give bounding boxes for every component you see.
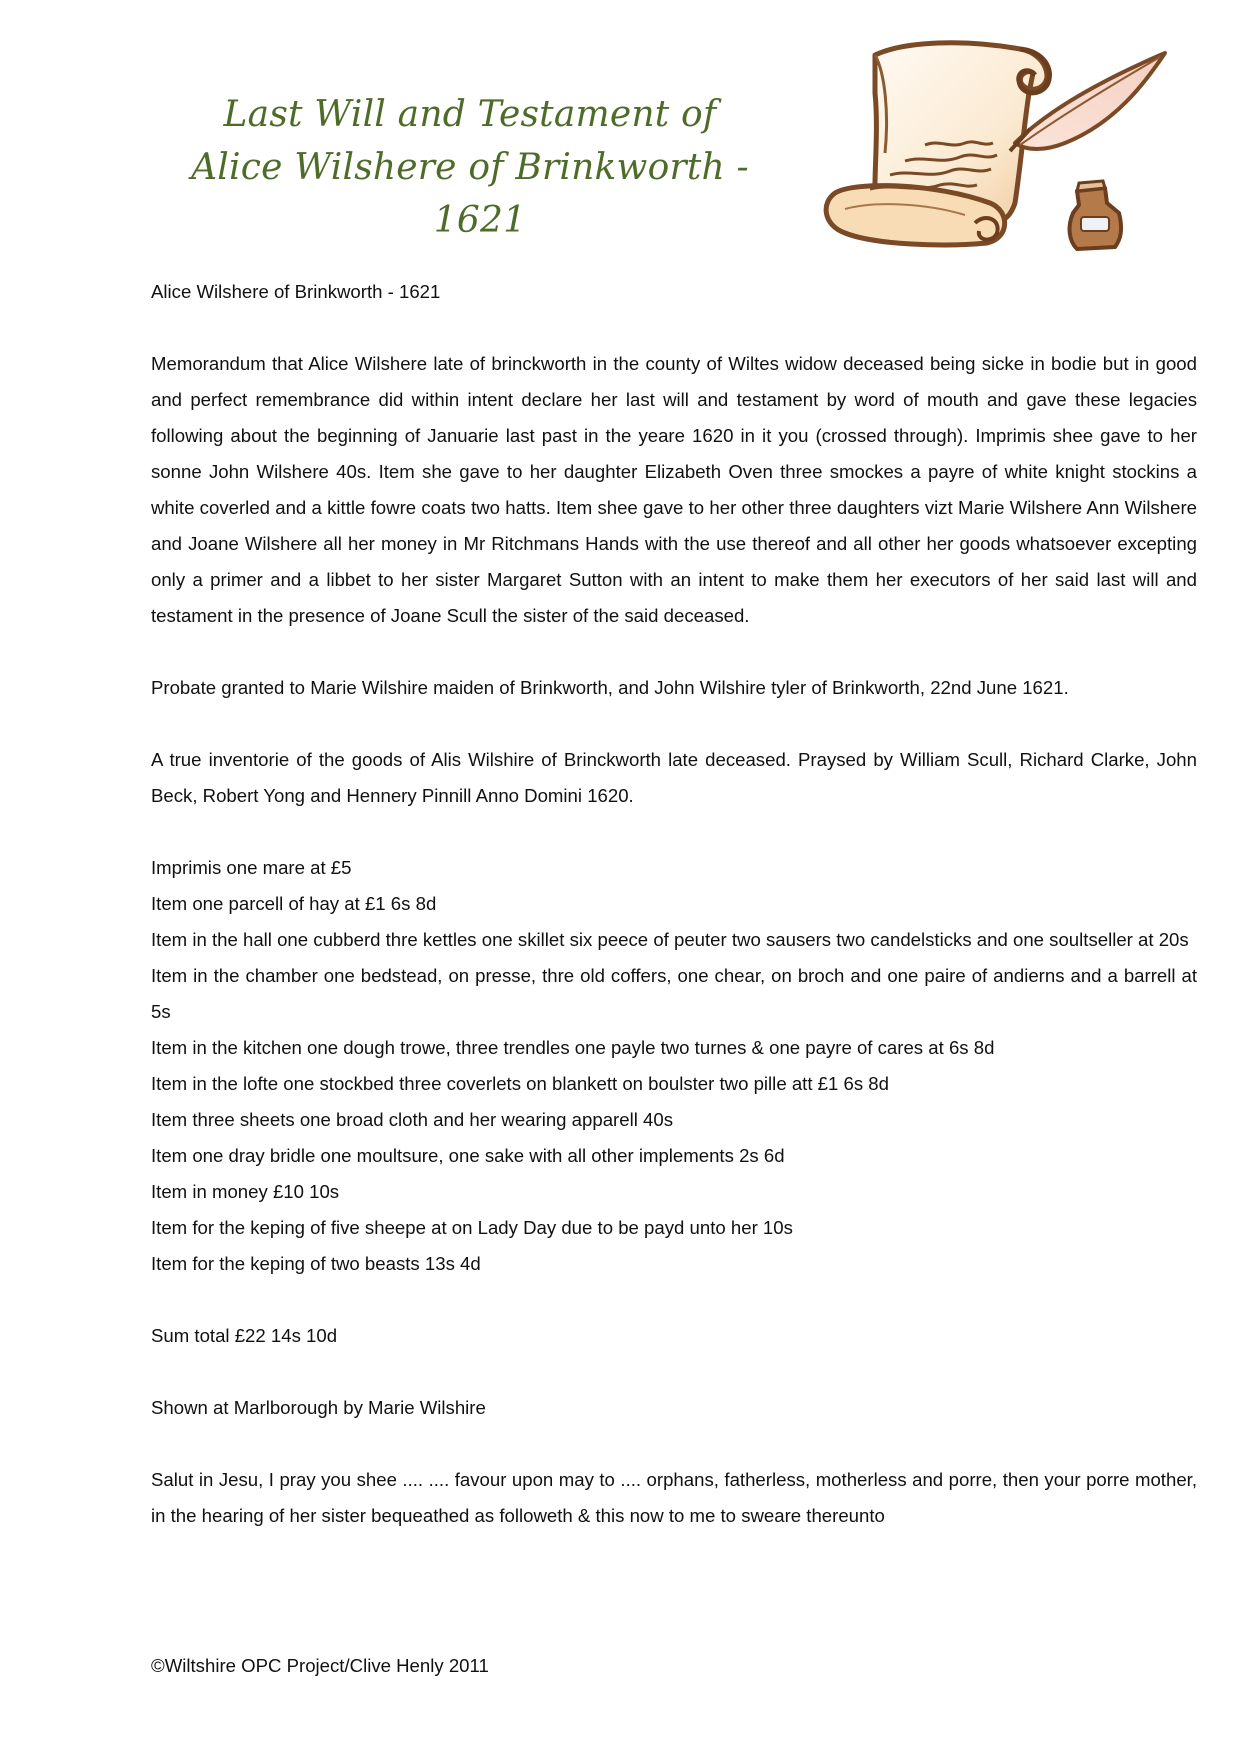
memorandum-paragraph: Memorandum that Alice Wilshere late of brinckworth in the county of Wiltes widow deceased being sicke in bodie but in good and perfect remembrance did within intent declare her last will and testament by word of mouth and gave these legacies following about the beginning of Januarie last past in the yeare 1620 in it you (crossed through). Imprimis shee gave to her sonne John Wilshere 40s. Item she gave to her daughter Elizabeth Oven three smockes a payre of white knight stockins a white coverled and a kittle fowre coats two hatts. Item shee gave to her other three daughters vizt Marie Wilshere Ann Wilshere and Joane Wilshere all her money in Mr Ritchmans Hands with the use thereof and all other her goods whatsoever excepting only a primer and a libbet to her sister Margaret Sutton with an intent to make them her executors of her said last will and testament in the presence of Joane Scull the sister of the said deceased. bbox=[151, 353, 1197, 626]
title-line-2: Alice Wilshere of Brinkworth - bbox=[191, 147, 749, 188]
inventory-item: Item for the keping of two beasts 13s 4d bbox=[151, 1253, 481, 1274]
inventory-item: Item in the chamber one bedstead, on presse, thre old coffers, one chear, on broch and one paire of andierns and a barrell at 5s bbox=[151, 965, 1197, 1022]
document-subtitle: Alice Wilshere of Brinkworth - 1621 bbox=[151, 281, 441, 302]
salut-paragraph: Salut in Jesu, I pray you shee .... .... favour upon may to .... orphans, fatherless, motherless and porre, then your porre mother, in the hearing of her sister bequeathed as followeth & this now to me to sweare thereunto bbox=[151, 1469, 1197, 1526]
copyright-footer: ©Wiltshire OPC Project/Clive Henly 2011 bbox=[151, 1655, 489, 1676]
inventory-item: Imprimis one mare at £5 bbox=[151, 857, 352, 878]
inventory-item: Item in money £10 10s bbox=[151, 1181, 340, 1202]
inventory-item: Item in the hall one cubberd thre kettles one skillet six peece of peuter two sausers two candelsticks and one soultseller at 20s bbox=[151, 929, 1189, 950]
inventory-item: Item in the kitchen one dough trowe, three trendles one payle two turnes & one payre of cares at 6s 8d bbox=[151, 1037, 995, 1058]
inventory-item: Item three sheets one broad cloth and her wearing apparell 40s bbox=[151, 1109, 673, 1130]
scroll-quill-inkwell-icon bbox=[815, 33, 1180, 258]
title-line-1: Last Will and Testament of bbox=[223, 94, 717, 135]
title-line-3: 1621 bbox=[433, 200, 527, 241]
shown-at: Shown at Marlborough by Marie Wilshire bbox=[151, 1397, 486, 1418]
page-title bbox=[170, 88, 770, 247]
sum-total: Sum total £22 14s 10d bbox=[151, 1325, 338, 1346]
inventory-item: Item for the keping of five sheepe at on Lady Day due to be payd unto her 10s bbox=[151, 1217, 793, 1238]
inventory-item: Item one dray bridle one moultsure, one sake with all other implements 2s 6d bbox=[151, 1145, 785, 1166]
document-body bbox=[151, 274, 1197, 1570]
inventory-intro: A true inventorie of the goods of Alis Wilshire of Brinckworth late deceased. Praysed by William Scull, Richard Clarke, John Beck, Robert Yong and Hennery Pinnill Anno Domini 1620. bbox=[151, 749, 1197, 806]
inventory-item: Item one parcell of hay at £1 6s 8d bbox=[151, 893, 437, 914]
inventory-item: Item in the lofte one stockbed three coverlets on blankett on boulster two pille att £1 6s 8d bbox=[151, 1073, 889, 1094]
probate-paragraph: Probate granted to Marie Wilshire maiden of Brinkworth, and John Wilshire tyler of Brinkworth, 22nd June 1621. bbox=[151, 677, 1069, 698]
inventory-list bbox=[151, 850, 1197, 1282]
